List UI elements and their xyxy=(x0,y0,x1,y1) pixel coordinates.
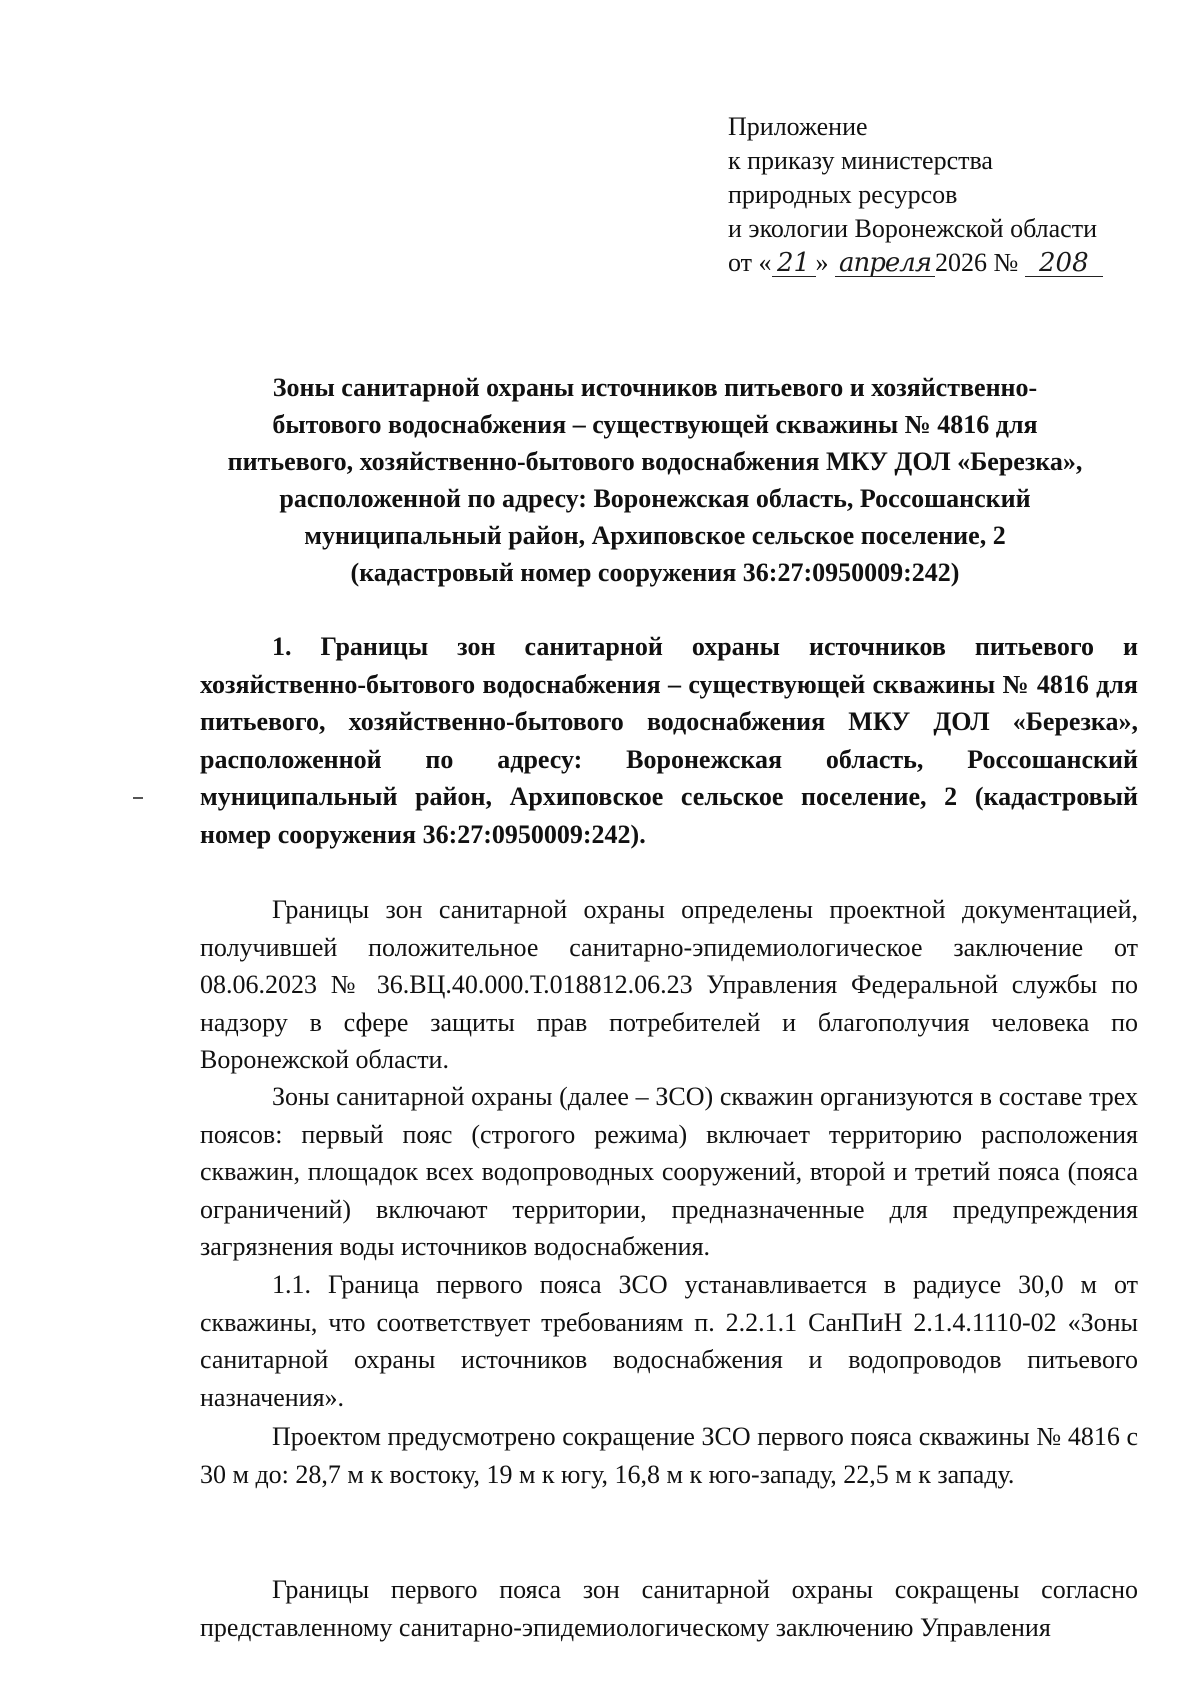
handwritten-order-number: 208 xyxy=(1025,250,1103,277)
title-line: расположенной по адресу: Воронежская область, Россошанский xyxy=(279,484,1031,513)
appendix-label: Приложение xyxy=(728,112,868,141)
appendix-header xyxy=(728,110,1103,280)
paragraph-boundaries: Границы первого пояса зон санитарной охраны сокращены согласно представленному санитарно-эпидемиологическому заключению Управления xyxy=(200,1575,1138,1642)
title-line: муниципальный район, Архиповское сельское поселение, 2 xyxy=(304,521,1006,550)
appendix-line-region: и экологии Воронежской области xyxy=(728,214,1097,243)
appendix-line-ministry: природных ресурсов xyxy=(728,180,958,209)
paragraph-reduction: Проектом предусмотрено сокращение ЗСО первого пояса скважины № 4816 с 30 м до: 28,7 м к востоку, 19 м к югу, 16,8 м к юго-западу, 22,5 м к западу. xyxy=(200,1422,1138,1489)
date-prefix: от « xyxy=(728,248,772,277)
paragraph-conclusion: Границы зон санитарной охраны определены проектной документацией, получившей положительное санитарно-эпидемиологическое заключение от 08.06.2023 № 36.ВЦ.40.000.Т.018812.06.23 Управления Федеральной службы по надзору в сфере защиты прав потребителей и благополучия человека по Воронежской области. xyxy=(200,895,1138,1074)
margin-mark xyxy=(133,797,143,799)
title-line: Зоны санитарной охраны источников питьевого и хозяйственно- xyxy=(272,373,1038,402)
appendix-line-order: к приказу министерства xyxy=(728,146,993,175)
title-line: питьевого, хозяйственно-бытового водоснабжения МКУ ДОЛ «Березка», xyxy=(227,447,1083,476)
title-line: (кадастровый номер сооружения 36:27:0950009:242) xyxy=(350,558,960,587)
date-mid: » xyxy=(815,248,829,277)
section-1-heading: 1. Границы зон санитарной охраны источников питьевого и хозяйственно-бытового водоснабжения – существующей скважины № 4816 для питьевого, хозяйственно-бытового водоснабжения МКУ ДОЛ «Березка», расположенной по адресу: Воронежская область, Россошанский муниципальный район, Архиповское сельское поселение, 2 (кадастровый номер сооружения 36:27:0950009:242). xyxy=(200,632,1138,849)
handwritten-month: апреля xyxy=(835,250,935,277)
date-year: 2026 xyxy=(935,248,988,277)
paragraph-zones: Зоны санитарной охраны (далее – ЗСО) скважин организуются в составе трех поясов: первый пояс (строгого режима) включает территорию расположения скважин, площадок всех водопроводных сооружений, второй и третий пояса (пояса ограничений) включают территории, предназначенные для предупреждения загрязнения воды источников водоснабжения. xyxy=(200,1082,1138,1261)
paragraph-first-belt: 1.1. Граница первого пояса ЗСО устанавливается в радиусе 30,0 м от скважины, что соответствует требованиям п. 2.2.1.1 СанПиН 2.1.4.1110-02 «Зоны санитарной охраны источников водоснабжения и водопроводов питьевого назначения». xyxy=(200,1270,1138,1412)
title-line: бытового водоснабжения – существующей скважины № 4816 для xyxy=(272,410,1038,439)
document-title xyxy=(190,369,1120,591)
number-sign: № xyxy=(993,248,1019,277)
handwritten-day: 21 xyxy=(772,250,816,277)
appendix-date-line xyxy=(728,246,1103,280)
